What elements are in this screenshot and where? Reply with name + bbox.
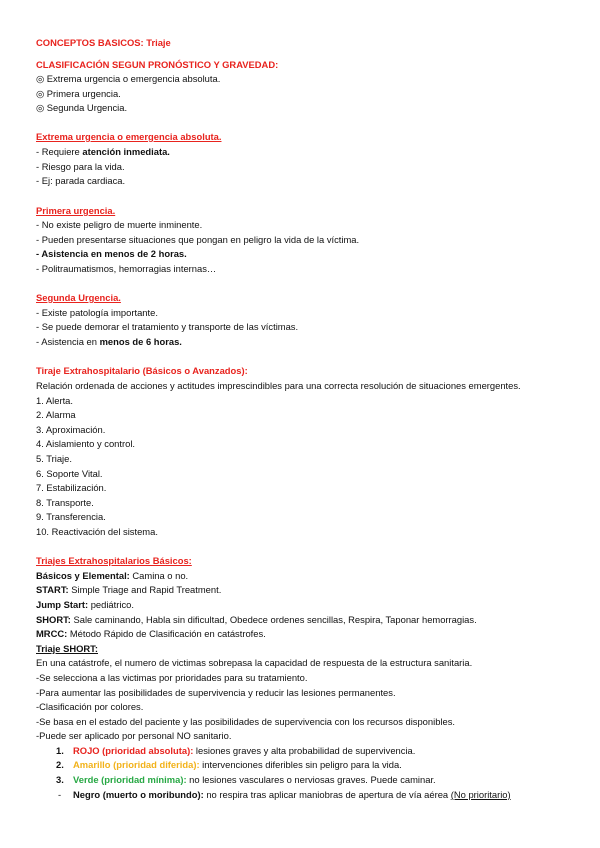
- extrahosp-step: 2. Alarma: [36, 409, 76, 420]
- extrahosp-step: 7. Estabilización.: [36, 482, 107, 493]
- basicos-line: START: Simple Triage and Rapid Treatment.: [36, 584, 222, 595]
- basicos-line: Básicos y Elemental: Camina o no.: [36, 570, 189, 581]
- clasificacion-item: ◎ Extrema urgencia o emergencia absoluta.: [36, 73, 221, 84]
- extrahosp-step: 10. Reactivación del sistema.: [36, 526, 158, 537]
- clasificacion-item: ◎ Primera urgencia.: [36, 88, 121, 99]
- extrahosp-step: 1. Alerta.: [36, 395, 74, 406]
- extrahosp-heading: Tiraje Extrahospitalario (Básicos o Avanzados):: [36, 365, 248, 376]
- primera-line: - Pueden presentarse situaciones que pongan en peligro la vida de la víctima.: [36, 234, 360, 245]
- extrahosp-step: 4. Aislamiento y control.: [36, 438, 136, 449]
- extrema-line: - Riesgo para la vida.: [36, 161, 125, 172]
- page-title: CONCEPTOS BASICOS: Triaje: [36, 37, 171, 48]
- clasificacion-item: ◎ Segunda Urgencia.: [36, 102, 128, 113]
- clasificacion-heading: CLASIFICACIÓN SEGUN PRONÓSTICO Y GRAVEDAD:: [36, 59, 279, 70]
- extrahosp-intro: Relación ordenada de acciones y actitudes imprescindibles para una correcta resolución de situaciones emergentes.: [36, 380, 521, 391]
- extrema-line: - Ej: parada cardiaca.: [36, 175, 126, 186]
- primera-line: - No existe peligro de muerte inminente.: [36, 219, 203, 230]
- primera-line: - Asistencia en menos de 2 horas.: [36, 248, 187, 259]
- primera-line: - Politraumatismos, hemorragias internas…: [36, 263, 217, 274]
- segunda-line: - Existe patología importante.: [36, 307, 158, 318]
- extrahosp-step: 5. Triaje.: [36, 453, 72, 464]
- document-page: CONCEPTOS BASICOS: Triaje CLASIFICACIÓN SEGUN PRONÓSTICO Y GRAVEDAD: ◎ Extrema urgencia o emergencia absoluta. ◎ Primera urgencia. ◎ Segunda Urgencia. Extrema urgencia o emergencia absoluta. - Requiere atención inmediata. - Riesgo para la vida. - Ej: parada cardiaca. Primera urgencia. - No existe peligro de muerte inminente. - Pueden presentarse situaciones que pongan en peligro la vida de la víctima. - Asistencia en menos de 2 horas. - Politraumatismos, hemorragias internas… Segunda Urgencia. - Existe patología importante. - Se puede demorar el tratamiento y transporte de las víctimas. - Asistencia en menos de 6 horas. Tiraje Extrahospitalario (Básicos o Avanzados): Relación ordenada de acciones y actitudes imprescindibles para una correcta resolución de situaciones emergentes. 1. Alerta. 2. Alarma 3. Aproximación. 4. Aislamiento y control. 5. Triaje. 6. Soporte Vital. 7. Estabilización. 8. Transporte. 9. Transferencia. 10. Reactivación del sistema. Triajes Extrahospitalarios Básicos: Básicos y Elemental: Camina o no. START: Simple Triage and Rapid Treatment. Jump Start: pediátrico. SHORT: Sale caminando, Habla sin dificultad, Obedece ordenes sencillas, Respira, Taponar hemorragias. MRCC: Método Rápido de Clasificación en catástrofes. Triaje SHORT: En una catástrofe, el numero de victimas sobrepasa la capacidad de respuesta de la estructura sanitaria. -Se selecciona a las victimas por prioridades para su tratamiento. -Para aumentar las posibilidades de supervivencia y reducir las lesiones permanentes. -Clasificación por colores. -Se basa en el estado del paciente y las posibilidades de supervivencia con los recursos disponibles. -Puede ser aplicado por personal NO sanitario. 1. ROJO (prioridad absoluta): lesiones graves y alta probabilidad de supervivencia. 2. Amarillo (prioridad diferida): intervenciones diferibles sin peligro para la vida. 3. Verde (prioridad mínima): no lesiones vasculares o nerviosas graves. Puede caminar. - Negro (muerto o moribundo): no respira tras aplicar maniobras de apertura de vía aérea (No prioritario): [36, 37, 521, 800]
- segunda-heading: Segunda Urgencia.: [36, 292, 121, 303]
- short-line: -Puede ser aplicado por personal NO sanitario.: [36, 730, 232, 741]
- extrahosp-step: 6. Soporte Vital.: [36, 468, 103, 479]
- extrema-line: - Requiere atención inmediata.: [36, 146, 170, 157]
- primera-heading: Primera urgencia.: [36, 205, 116, 216]
- segunda-line: - Se puede demorar el tratamiento y transporte de las víctimas.: [36, 321, 299, 332]
- short-line: En una catástrofe, el numero de victimas sobrepasa la capacidad de respuesta de la estructura sanitaria.: [36, 657, 473, 668]
- short-line: -Se selecciona a las victimas por prioridades para su tratamiento.: [36, 672, 308, 683]
- extrahosp-step: 3. Aproximación.: [36, 424, 106, 435]
- short-line: -Para aumentar las posibilidades de supervivencia y reducir las lesiones permanentes.: [36, 687, 396, 698]
- basicos-heading: Triajes Extrahospitalarios Básicos:: [36, 555, 192, 566]
- extrahosp-step: 9. Transferencia.: [36, 511, 106, 522]
- extrahosp-step: 8. Transporte.: [36, 497, 94, 508]
- short-line: -Se basa en el estado del paciente y las posibilidades de supervivencia con los recursos disponibles.: [36, 716, 456, 727]
- short-heading: Triaje SHORT:: [36, 643, 98, 654]
- segunda-line: - Asistencia en menos de 6 horas.: [36, 336, 182, 347]
- basicos-line: SHORT: Sale caminando, Habla sin dificultad, Obedece ordenes sencillas, Respira, Taponar hemorragias.: [36, 614, 477, 625]
- extrema-heading: Extrema urgencia o emergencia absoluta.: [36, 131, 222, 142]
- basicos-line: MRCC: Método Rápido de Clasificación en catástrofes.: [36, 628, 266, 639]
- basicos-line: Jump Start: pediátrico.: [36, 599, 134, 610]
- short-line: -Clasificación por colores.: [36, 701, 144, 712]
